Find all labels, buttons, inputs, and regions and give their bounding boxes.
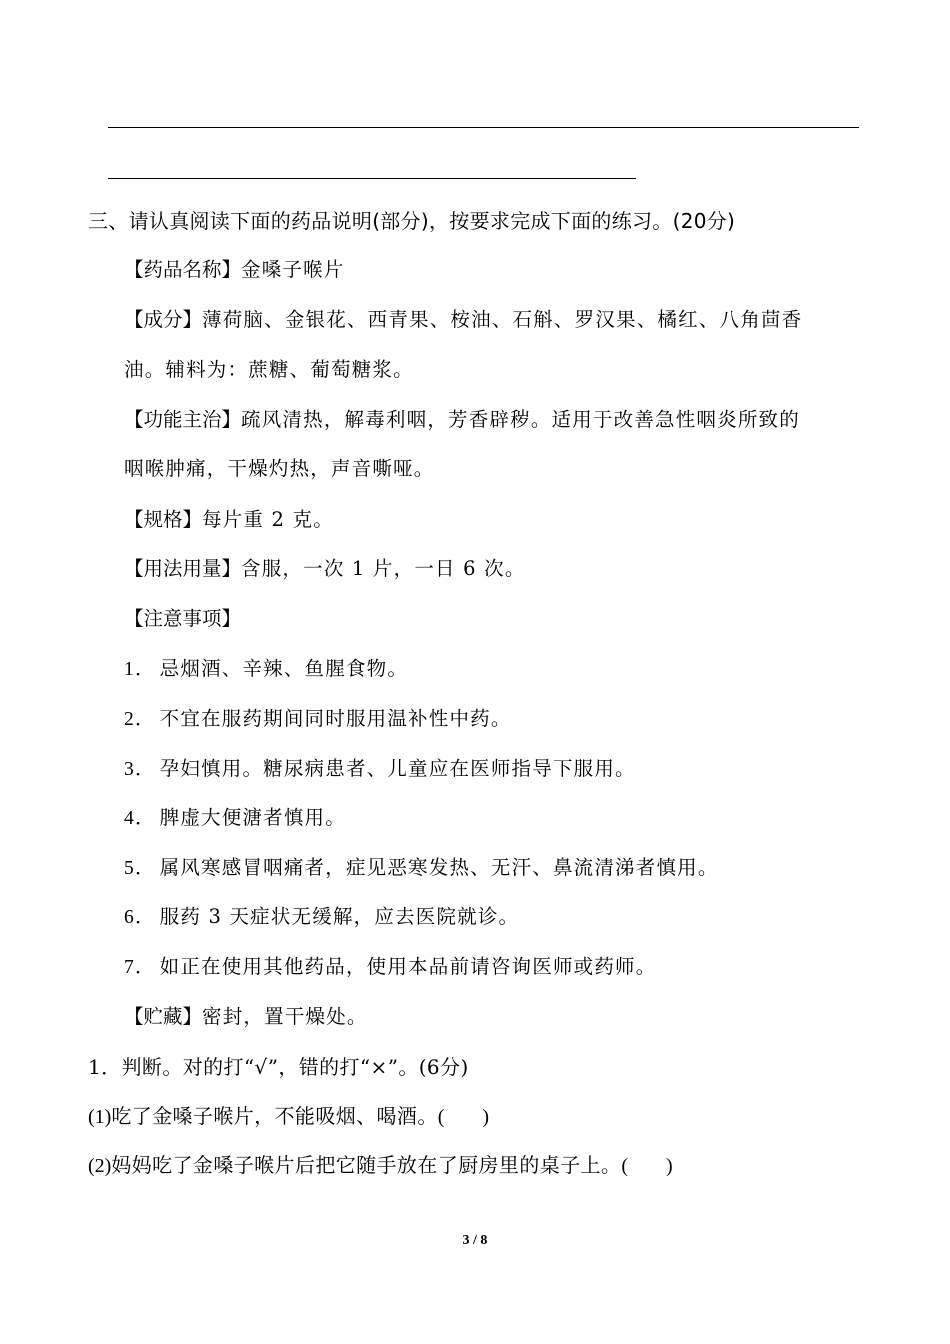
item-number: (1) — [88, 1106, 112, 1128]
question-heading: 三、请认真阅读下面的药品说明(部分)，按要求完成下面的练习。(20分) — [88, 209, 736, 233]
item-number: (2) — [88, 1155, 112, 1177]
section-usage — [124, 556, 526, 582]
item-text: 妈妈吃了金嗓子喉片后把它随手放在了厨房里的桌子上。 — [111, 1153, 622, 1177]
section-label: 【药品名称】 — [124, 258, 242, 281]
item-text: 如正在使用其他药品，使用本品前请咨询医师或药师。 — [159, 955, 657, 978]
item-text: 服药 3 天症状无缓解，应去医院就诊。 — [159, 905, 520, 928]
item-number: 1． — [124, 659, 156, 680]
item-number: 3． — [124, 759, 156, 780]
item-text: 不宜在服药期间同时服用温补性中药。 — [159, 707, 512, 730]
precaution-item — [124, 855, 719, 882]
section-drug-name — [124, 257, 345, 283]
section-label: 【用法用量】 — [124, 557, 242, 580]
section-text: 金嗓子喉片 — [241, 258, 345, 281]
item-text: 孕妇慎用。糖尿病患者、儿童应在医师指导下服用。 — [159, 757, 636, 780]
precaution-item — [124, 706, 512, 733]
item-text: 属风寒感冒咽痛者，症见恶寒发热、无汗、鼻流清涕者慎用。 — [159, 856, 719, 879]
item-number: 5． — [124, 858, 156, 879]
section-label: 【注意事项】 — [124, 607, 242, 630]
item-text: 吃了金嗓子喉片，不能吸烟、喝酒。 — [111, 1104, 438, 1128]
precaution-item — [124, 904, 519, 931]
precaution-item — [124, 805, 346, 832]
section-storage — [124, 1004, 368, 1030]
section-precautions — [124, 606, 241, 632]
judgement-item — [88, 1152, 673, 1179]
section-function — [124, 407, 800, 433]
sub-question-prompt: 1．判断。对的打“√”，错的打“×”。(6分) — [88, 1055, 469, 1079]
answer-line — [108, 178, 636, 179]
precaution-item — [124, 954, 656, 981]
section-spec — [124, 507, 334, 533]
answer-paren-close: ) — [482, 1106, 490, 1128]
item-number: 2． — [124, 709, 156, 730]
judgement-item — [88, 1103, 489, 1130]
answer-paren-close: ) — [666, 1155, 673, 1177]
section-label: 【规格】 — [124, 508, 203, 531]
item-text: 脾虚大便溏者慎用。 — [159, 806, 346, 829]
answer-paren-open: ( — [621, 1155, 628, 1177]
precaution-item — [124, 656, 408, 683]
item-number: 4． — [124, 808, 156, 829]
section-label: 【功能主治】 — [124, 408, 242, 431]
section-label: 【贮藏】 — [124, 1005, 203, 1028]
page-number: 3 / 8 — [462, 1233, 488, 1248]
item-number: 6． — [124, 907, 156, 928]
section-text: 疏风清热，解毒利咽，芳香辟秽。适用于改善急性咽炎所致的 — [241, 408, 800, 431]
section-text: 密封，置干燥处。 — [202, 1005, 368, 1028]
section-text: 每片重 2 克。 — [202, 508, 334, 531]
section-ingredients — [124, 307, 802, 333]
section-text-continued: 油。辅料为：蔗糖、葡萄糖浆。 — [124, 358, 414, 381]
section-label: 【成分】 — [124, 308, 203, 331]
item-number: 7． — [124, 957, 156, 978]
section-text-continued: 咽喉肿痛，干燥灼热，声音嘶哑。 — [124, 457, 435, 480]
item-text: 忌烟酒、辛辣、鱼腥食物。 — [159, 657, 409, 680]
answer-line — [108, 127, 859, 128]
answer-paren-open: ( — [437, 1106, 445, 1128]
section-text: 含服，一次 1 片，一日 6 次。 — [241, 557, 526, 580]
section-text: 薄荷脑、金银花、西青果、桉油、石斛、罗汉果、橘红、八角茴香 — [202, 308, 803, 331]
precaution-item — [124, 756, 636, 783]
